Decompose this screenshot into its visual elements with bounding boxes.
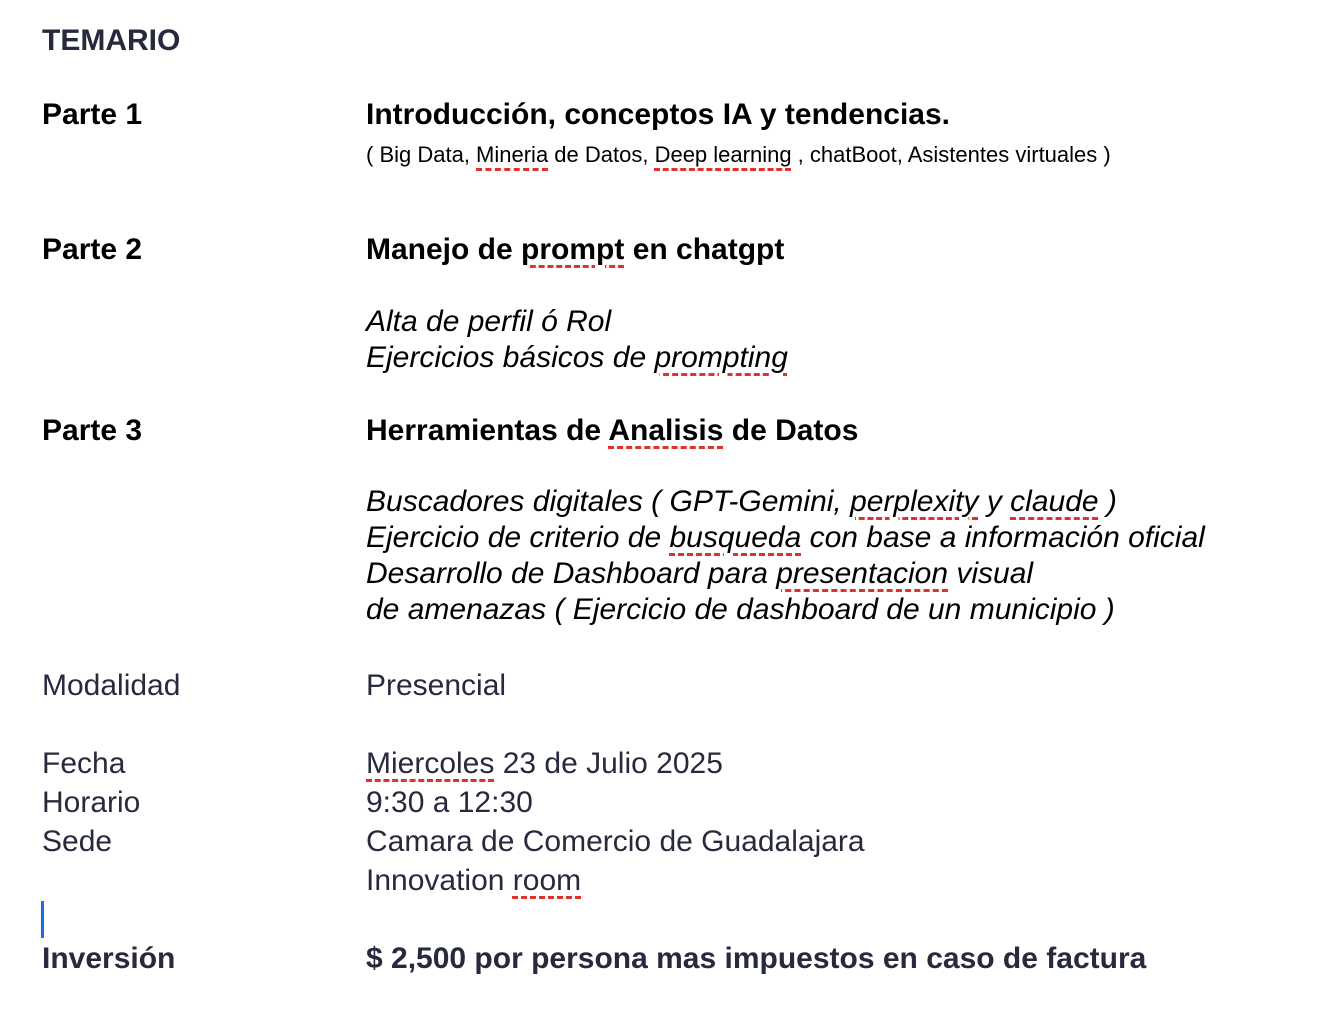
item-text: y: [978, 485, 1011, 518]
sede-value-line1: Camara de Comercio de Guadalajara: [366, 825, 865, 858]
item-text: Desarrollo de Dashboard para: [366, 557, 777, 590]
heading-text: Herramientas de: [366, 414, 609, 447]
parte-3-label: Parte 3: [42, 414, 143, 447]
parte-3-heading: [366, 414, 858, 448]
fecha-label: Fecha: [42, 747, 126, 780]
item-text: ): [1098, 485, 1117, 518]
misspelled-word[interactable]: Mineria: [476, 142, 549, 167]
modalidad-value: Presencial: [366, 669, 507, 702]
misspelled-word[interactable]: presentacion: [776, 557, 949, 590]
subtitle-text: de Datos,: [548, 142, 655, 167]
item-text: Buscadores digitales ( GPT-Gemini,: [366, 485, 851, 518]
parte-2-item: [366, 341, 788, 375]
misspelled-word[interactable]: busqueda: [669, 521, 802, 554]
document-title: TEMARIO: [42, 24, 181, 57]
misspelled-word[interactable]: Deep learning: [654, 142, 792, 167]
item-text: Ejercicio de criterio de: [366, 521, 670, 554]
parte-3-item: de amenazas ( Ejercicio de dashboard de un municipio ): [366, 593, 1115, 626]
horario-value: 9:30 a 12:30: [366, 786, 533, 819]
parte-2-heading: [366, 233, 784, 267]
parte-3-item: [366, 557, 1033, 591]
misspelled-word[interactable]: claude: [1010, 485, 1099, 518]
misspelled-word[interactable]: perplexity: [850, 485, 979, 518]
parte-3-item: [366, 485, 1117, 519]
misspelled-word[interactable]: Miercoles: [366, 747, 495, 780]
item-text: visual: [948, 557, 1034, 590]
subtitle-text: ( Big Data,: [366, 142, 477, 167]
modalidad-label: Modalidad: [42, 669, 181, 702]
parte-3-item: [366, 521, 1205, 555]
heading-text: Manejo de: [366, 233, 522, 266]
parte-2-label: Parte 2: [42, 233, 143, 266]
sede-text: Innovation: [366, 864, 513, 897]
heading-text: en chatgpt: [624, 233, 785, 266]
fecha-value: [366, 747, 723, 781]
text-cursor: [41, 901, 44, 938]
item-text: con base a información oficial: [801, 521, 1205, 554]
item-text: Ejercicios básicos de: [366, 341, 655, 374]
sede-value-line2: [366, 864, 581, 898]
inversion-label: Inversión: [42, 942, 176, 975]
inversion-value: $ 2,500 por persona mas impuestos en caso de factura: [366, 942, 1147, 975]
parte-1-heading: Introducción, conceptos IA y tendencias.: [366, 98, 950, 131]
misspelled-word[interactable]: room: [512, 864, 582, 897]
sede-label: Sede: [42, 825, 113, 858]
fecha-text: 23 de Julio 2025: [494, 747, 723, 780]
parte-1-subtitle: [366, 142, 1111, 168]
parte-2-item: Alta de perfil ó Rol: [366, 305, 612, 338]
misspelled-word[interactable]: prompt: [521, 233, 625, 266]
parte-1-label: Parte 1: [42, 98, 143, 131]
misspelled-word[interactable]: Analisis: [608, 414, 724, 447]
subtitle-text: , chatBoot, Asistentes virtuales ): [791, 142, 1111, 167]
horario-label: Horario: [42, 786, 141, 819]
misspelled-word[interactable]: prompting: [654, 341, 788, 374]
heading-text: de Datos: [723, 414, 859, 447]
